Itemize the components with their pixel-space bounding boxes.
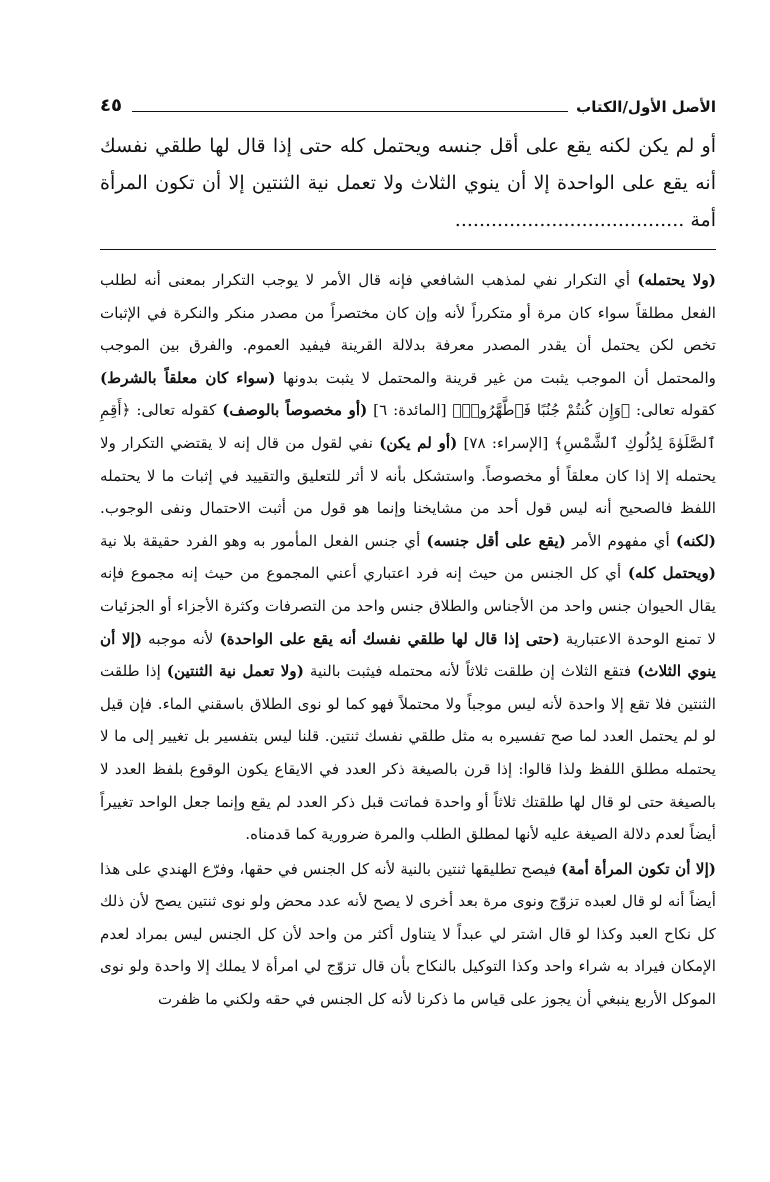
quoted-phrase: (سواء كان معلقاً بالشرط) (100, 368, 276, 387)
commentary-text-run: أي مفهوم الأمر (565, 531, 676, 550)
quoted-phrase: (ويحتمل كله) (627, 564, 716, 583)
quoted-phrase: (لكنه) (675, 531, 716, 550)
commentary-text-run: فيصح تطليقها ثنتين بالنية لأنه كل الجنس في حقها، وفرّع الهندي على هذا أيضاً أنه لو قال لعبده تزوّج ونوى مرة بعد أخرى لا يصح لأنه عدد محض ولو نوى ثنتين يصح لأن ذلك كل نكاح العبد وكذا لو قال اشتر لي عبداً لا يتناول أكثر من واحد لأن كل الجنس ليس بمراد لعدم الإمكان فيراد به شراء واحد وكذا التوكيل بالنكاح بأن قال تزوّج لي امرأة لا يملك إلا واحدة ولو نوى الموكل الأربع ينبغي أن يجوز على قياس ما ذكرنا لأنه كل الجنس في حقه ولكني ما ظفرت (100, 859, 716, 1009)
commentary-text-run: كقوله تعالى: ﴿وَإِن كُنتُمْ جُنُبًا فَٱطَّهَّرُوا۟﴾ [المائدة: ٦] (367, 401, 716, 420)
running-header (100, 90, 716, 116)
quoted-phrase: (أو مخصوصاً بالوصف) (222, 401, 368, 420)
commentary-text-run: فتقع الثلاث إن طلقت ثلاثاً لأنه محتمله فيثبت بالنية (303, 662, 638, 681)
commentary-text-run: نفي لقول من قال إنه لا يقتضي التكرار ولا يحتمله إلا إذا كان معلقاً أو مخصوصاً. واستشكل بأنه لا أثر للتعليق والتقييد في إثبات ما لا يحتمله اللفظ فالصحيح أنه ليس قول أحد من مشايخنا وإنما هو قول من أثبت الاحتمال ونفى الوجوب. (100, 433, 716, 518)
commentary-text-run: أي كل الجنس من حيث إنه فرد اعتباري أعني المجموع من حيث إنه مجموع فإنه يقال الحيوان جنس واحد من الأجناس والطلاق جنس واحد من التصرفات وكثرة الأجزاء أو الجزئيات لا تمنع الوحدة الاعتبارية (100, 564, 716, 648)
commentary-paragraph-2 (100, 853, 716, 1016)
header-title: الأصل الأول/الكتاب (576, 98, 716, 116)
quoted-phrase: (ولا يحتمله) (637, 271, 716, 289)
matn-dots: ...................................... (454, 209, 685, 231)
header-rule (132, 111, 568, 112)
commentary-text-run: أي التكرار نفي لمذهب الشافعي فإنه قال الأمر لا يوجب التكرار بمعنى أنه لطلب الفعل مطلقاً سواء كان مرة أو متكرراً لأنه وإن كان مختصراً من مصدر منكر والنكرة في الإثبات تخص لكن يحتمل أن يقدر المصدر معرفة بدلالة القرينة فيفيد العموم. والفرق بين الموجب والمحتمل أن الموجب يثبت من غير قرينة والمحتمل لا يثبت بدونها (100, 271, 716, 387)
quoted-phrase: (أو لم يكن) (379, 433, 458, 452)
quoted-phrase: (ولا تعمل نية الثنتين) (166, 662, 304, 681)
quoted-phrase: (إلا أن ينوي الثلاث) (100, 629, 717, 681)
commentary-text-run: كقوله تعالى: ﴿أَقِمِ ٱلصَّلَوٰةَ لِدُلُوكِ ٱلشَّمْسِ﴾ [الإسراء: ٧٨] (100, 401, 716, 452)
quoted-phrase: (حتى إذا قال لها طلقي نفسك أنه يقع على الواحدة) (219, 629, 560, 648)
commentary-text-run: إذا طلقت الثنتين فلا تقع إلا واحدة لأنه ليس موجباً ولا محتملاً فهو كما لو نوى الطلاق باسقني الماء. فإن قيل لو لم يحتمل العدد لما صح تفسيره به مثل طلقي نفسك ثنتين. قلنا ليس بتفسير بل تغيير إلى ما لا يحتمله مطلق اللفظ ولذا قالوا: إذا قرن بالصيغة ذكر العدد في الايقاع يكون الوقوع بلفظ العدد لا بالصيغة حتى لو قال لها طلقتك ثلاثاً أو واحدة فماتت قبل ذكر العدد لم يقع وإنما جعل الواحد تغييراً أيضاً لعدم دلالة الصيغة عليه لأنها لمطلق الطلب والمرة ضرورية كما قدمناه. (100, 662, 716, 844)
commentary-text-run: لأنه موجبه (142, 629, 220, 648)
quoted-phrase: (إلا أن تكون المرأة أمة) (561, 859, 716, 878)
matn-body: أو لم يكن لكنه يقع على أقل جنسه ويحتمل كله حتى إذا قال لها طلقي نفسك أنه يقع على الواحدة إلا أن ينوي الثلاث ولا تعمل نية الثنتين إلا أن تكون المرأة أمة (100, 135, 716, 231)
commentary-paragraph-1 (100, 264, 716, 851)
matn-divider (100, 249, 716, 250)
document-page (100, 90, 716, 1016)
page-number: ٤٥ (100, 95, 122, 116)
matn-text (100, 128, 716, 239)
commentary-text (100, 264, 716, 1016)
commentary-text-run: أي جنس الفعل المأمور به وهو الفرد حقيقة بلا نية (100, 531, 427, 550)
quoted-phrase: (يقع على أقل جنسه) (426, 531, 566, 550)
